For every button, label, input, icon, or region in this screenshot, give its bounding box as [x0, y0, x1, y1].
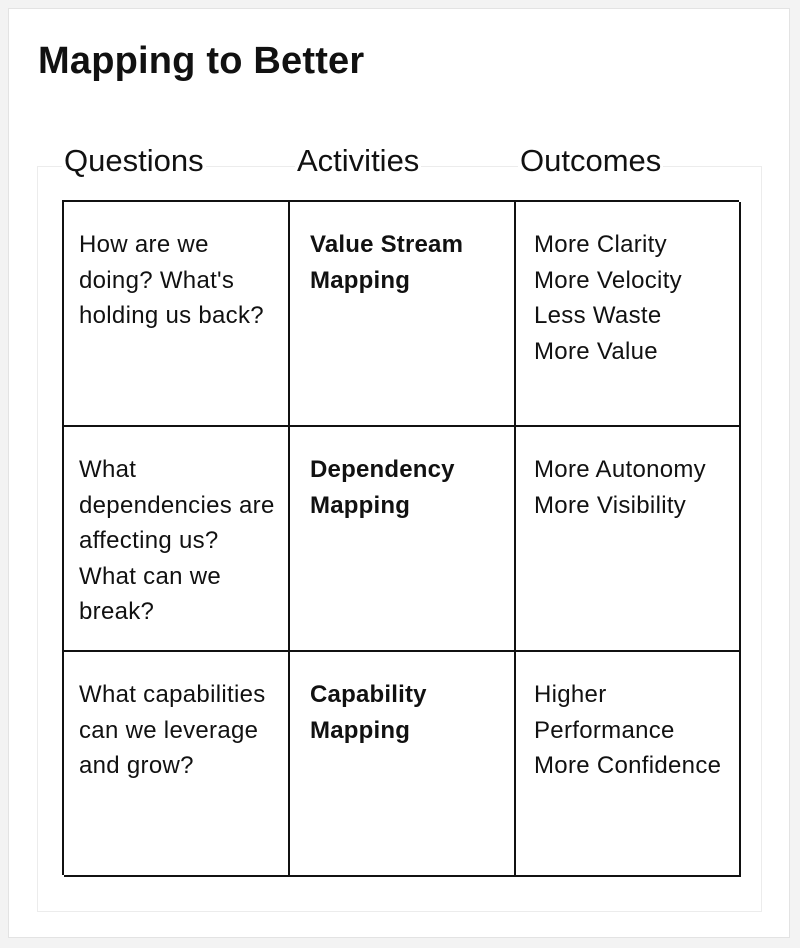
- outcome-item: More Value: [534, 337, 658, 365]
- activity-cell: Dependency Mapping: [290, 427, 516, 652]
- activity-cell: Value Stream Mapping: [290, 202, 516, 427]
- mapping-table: [62, 200, 739, 875]
- outcome-item: Less Waste: [534, 302, 662, 329]
- outcome-item: More Autonomy: [534, 456, 706, 483]
- outcome-cell: [516, 202, 741, 427]
- question-cell: How are we doing? What's holding us back?: [64, 202, 290, 427]
- activity-cell: Capability Mapping: [290, 652, 516, 877]
- question-cell: What capabilities can we leverage and grow?: [64, 652, 290, 877]
- outcome-item: Higher Performance: [534, 681, 675, 744]
- page-title: Mapping to Better: [38, 40, 365, 82]
- column-header-questions: Questions: [64, 143, 204, 178]
- outcome-item: More Velocity: [534, 266, 682, 294]
- outcome-item: More Visibility: [534, 491, 687, 519]
- outcome-cell: [516, 427, 741, 652]
- outcome-item: More Confidence: [534, 752, 722, 779]
- column-header-outcomes: Outcomes: [520, 143, 662, 178]
- outcome-item: More Clarity: [534, 231, 667, 258]
- question-cell: What dependencies are affecting us? What can we break?: [64, 427, 290, 652]
- column-header-activities: Activities: [297, 143, 420, 178]
- outcome-cell: [516, 652, 741, 877]
